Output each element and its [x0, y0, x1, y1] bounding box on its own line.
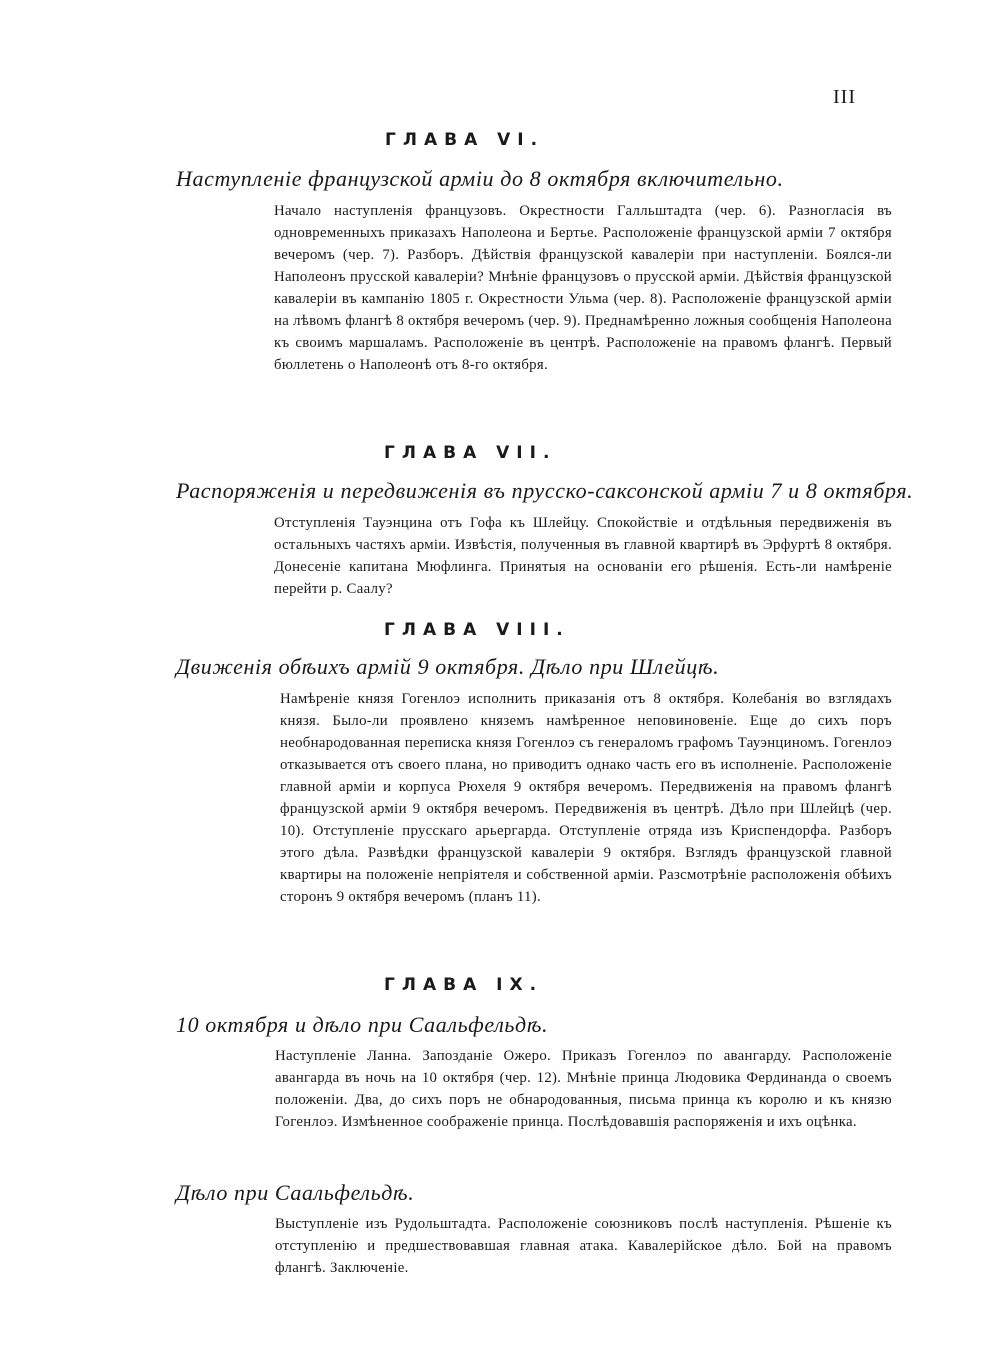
subsection-summary: Выступленіе изъ Рудольштадта. Расположеніе союзниковъ послѣ наступленія. Рѣшеніе къ отступленію и предшествовавшая главная атака. Кавалерійское дѣло. Бой на правомъ флангѣ. Заключеніе. — [275, 1216, 892, 1276]
chapter-title: Движенія обѣихъ армій 9 октября. Дѣло при Шлейцѣ. — [176, 654, 720, 679]
chapter-heading: ГЛАВА VII. — [384, 443, 557, 463]
chapter-heading: ГЛАВА VI. — [385, 130, 545, 150]
subsection-title: Дѣло при Саальфельдѣ. — [176, 1180, 415, 1205]
chapter-summary: Начало наступленія французовъ. Окрестности Галльштадта (чер. 6). Разногласія въ одновременныхъ приказахъ Наполеона и Бертье. Расположеніе французской арміи 7 октября вечеромъ (чер. 7). Разборъ. Дѣйствія французской кавалеріи при наступленіи. Боялся-ли Наполеонъ прусской кавалеріи? Мнѣніе французовъ о прусской арміи. Дѣйствія французской кавалеріи въ кампанію 1805 г. Окрестности Ульма (чер. 8). Расположеніе французской арміи на лѣвомъ флангѣ 8 октября вечеромъ (чер. 9). Преднамѣренно ложныя сообщенія Наполеона къ своимъ маршаламъ. Расположеніе въ центрѣ. Расположеніе на правомъ флангѣ. Первый бюллетень о Наполеонѣ отъ 8-го октября. — [274, 203, 892, 373]
chapter-heading: ГЛАВА IX. — [384, 975, 544, 995]
chapter-summary: Намѣреніе князя Гогенлоэ исполнить приказанія отъ 8 октября. Колебанія во взглядахъ князя. Было-ли проявлено княземъ намѣренное неповиновеніе. Еще до сихъ поръ необнародованная переписка князя Гогенлоэ съ генераломъ графомъ Тауэнциномъ. Гогенлоэ отказывается отъ своего плана, но приводитъ однако часть его въ исполненіе. Расположеніе главной арміи и корпуса Рюхеля 9 октября вечеромъ. Передвиженія на правомъ флангѣ французской арміи 9 октября вечеромъ. Передвиженія въ центрѣ. Дѣло при Шлейцѣ (чер. 10). Отступленіе прусскаго арьергарда. Отступленіе отряда изъ Криспендорфа. Разборъ этого дѣла. Развѣдки французской кавалеріи 9 октября. Взглядъ французской главной квартиры на положеніе непріятеля и собственной арміи. Разсмотрѣніе расположенія обѣихъ сторонъ 9 октября вечеромъ (планъ 11). — [280, 691, 892, 905]
chapter-summary: Отступленія Тауэнцина отъ Гофа къ Шлейцу. Спокойствіе и отдѣльныя передвиженія въ остальныхъ частяхъ арміи. Извѣстія, полученныя въ главной квартирѣ въ Эрфуртѣ 8 октября. Донесеніе капитана Мюфлинга. Принятыя на основаніи его рѣшенія. Есть-ли намѣреніе перейти р. Саалу? — [274, 515, 892, 597]
chapter-title: Наступленіе французской арміи до 8 октября включительно. — [176, 166, 784, 191]
chapter-title: Распоряженія и передвиженія въ прусско-саксонской арміи 7 и 8 октября. — [176, 478, 914, 503]
chapter-summary: Наступленіе Ланна. Запозданіе Ожеро. Приказъ Гогенлоэ по авангарду. Расположеніе авангарда въ ночь на 10 октября (чер. 12). Мнѣніе принца Людовика Фердинанда о своемъ положеніи. Два, до сихъ поръ не обнародованныя, письма принца къ королю и къ князю Гогенлоэ. Измѣненное соображеніе принца. Послѣдовавшія распоряженія и ихъ оцѣнка. — [275, 1048, 892, 1130]
chapter-title: 10 октября и дѣло при Саальфельдѣ. — [176, 1012, 549, 1037]
chapter-heading: ГЛАВА VIII. — [384, 620, 570, 640]
page-number: III — [833, 86, 856, 108]
